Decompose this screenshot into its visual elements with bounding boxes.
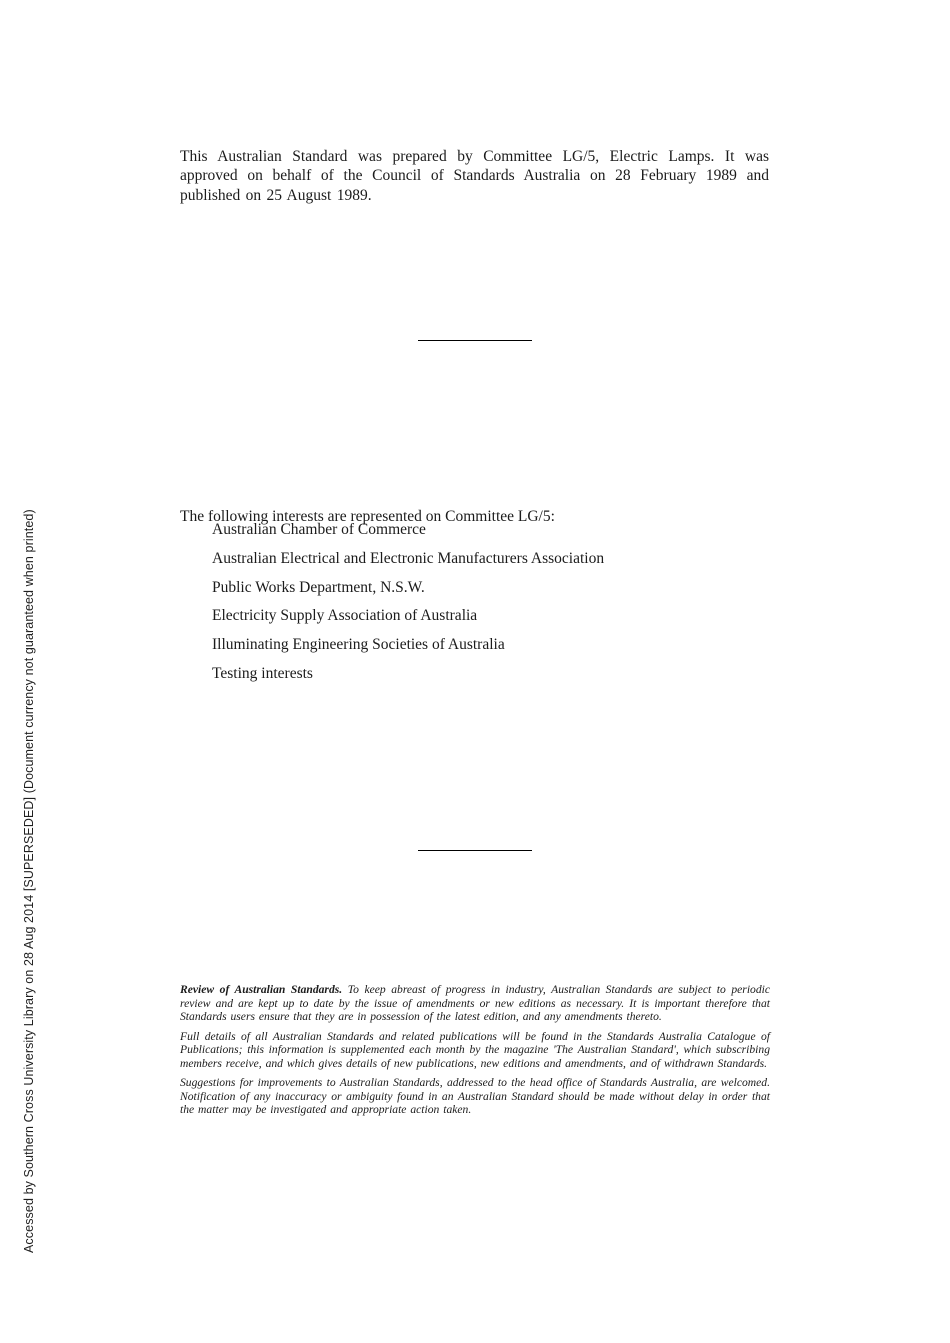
- full-details-note: Full details of all Australian Standards and related publications will be found in the Standards Australia Catalogue of Publications; this information is supplemented each month by the magazine 'The Australian Standard', which subscribing members receive, and which gives details of new publications, new editions and amendments, and of withdrawn Standards.: [180, 1029, 770, 1070]
- preparation-paragraph: This Australian Standard was prepared by Committee LG/5, Electric Lamps. It was approved on behalf of the Council of Standards Australia on 28 February 1989 and published on 25 August 1989.: [180, 147, 769, 204]
- review-note-text: To keep abreast of progress in industry, Australian Standards are subject to periodic review and are kept up to date by the issue of amendments or new editions as necessary. It is important therefore that Standards users ensure that they are in possession of the latest edition, and any amendments thereto.: [180, 983, 770, 1023]
- list-item: Testing interests: [212, 664, 313, 682]
- committee-interests-heading: The following interests are represented on Committee LG/5:: [180, 507, 555, 525]
- committee-interests-list: [212, 520, 604, 693]
- library-access-note: Accessed by Southern Cross University Library on 28 Aug 2014 [SUPERSEDED] (Document currency not guaranteed when printed): [22, 509, 36, 1253]
- footer-notes: [180, 983, 770, 1123]
- review-note-lead: Review of Australian Standards.: [180, 983, 343, 996]
- list-item: Australian Electrical and Electronic Manufacturers Association: [212, 549, 605, 567]
- divider-rule-top: [418, 340, 532, 341]
- suggestions-note: Suggestions for improvements to Australian Standards, addressed to the head office of Standards Australia, are welcomed. Notification of any inaccuracy or ambiguity found in an Australian Standard should be made without delay in order that the matter may be investigated and appropriate action taken.: [180, 1076, 770, 1116]
- review-note: [180, 983, 770, 1024]
- list-item: Electricity Supply Association of Australia: [212, 607, 478, 625]
- list-item: Illuminating Engineering Societies of Australia: [212, 636, 505, 654]
- divider-rule-bottom: [418, 850, 532, 851]
- list-item: Public Works Department, N.S.W.: [212, 578, 425, 596]
- list-item: Australian Chamber of Commerce: [212, 521, 426, 538]
